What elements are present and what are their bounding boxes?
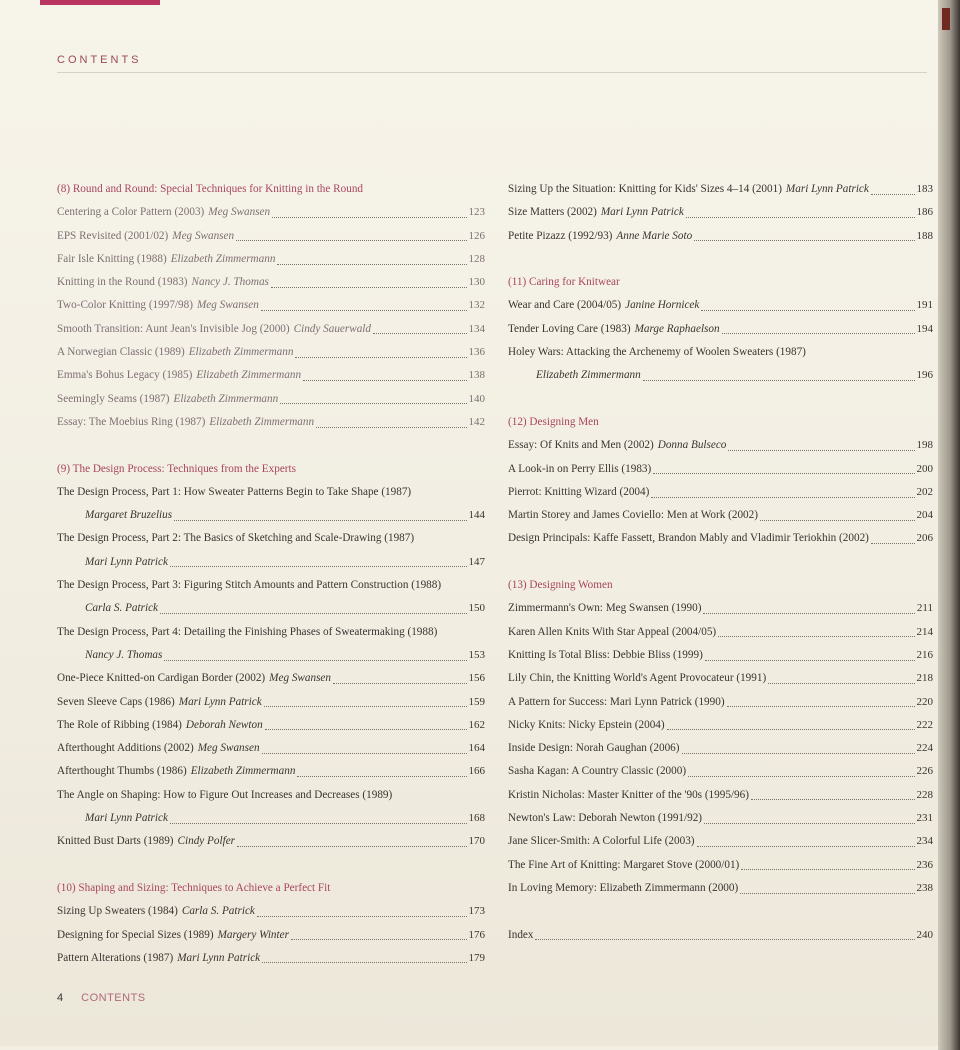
toc-entry-title: Sasha Kagan: A Country Classic (2000)	[508, 765, 687, 778]
dot-leader	[291, 938, 467, 940]
toc-entry[interactable]	[508, 318, 933, 341]
toc-entry-page-number: 150	[468, 602, 485, 615]
toc-entry[interactable]	[508, 621, 933, 644]
toc-entry[interactable]	[508, 830, 933, 853]
toc-entry-page-number: 168	[468, 812, 485, 825]
toc-entry-page-number: 179	[468, 951, 485, 964]
dot-leader	[264, 705, 467, 707]
toc-entry-author: Mari Lynn Patrick	[85, 555, 168, 568]
toc-entry[interactable]	[508, 760, 933, 783]
book-spine	[938, 0, 960, 1050]
toc-entry-author: Nancy J. Thomas	[191, 276, 269, 289]
toc-entry-author: Marge Raphaelson	[634, 322, 720, 335]
toc-entry-title: Karen Allen Knits With Star Appeal (2004/05)	[508, 625, 717, 638]
dot-leader	[261, 309, 467, 311]
dot-leader	[682, 752, 915, 754]
dot-leader	[271, 286, 467, 288]
dot-leader	[722, 332, 915, 334]
toc-entry[interactable]	[57, 924, 485, 947]
section-spacer	[508, 248, 933, 271]
toc-entry-title: The Role of Ribbing (1984)	[57, 718, 182, 731]
toc-entry[interactable]	[57, 644, 485, 667]
toc-entry[interactable]	[508, 504, 933, 527]
toc-entry-page-number: 186	[916, 206, 933, 219]
section-spacer	[508, 900, 933, 923]
toc-entry-page-number: 156	[468, 672, 485, 685]
dot-leader	[727, 705, 915, 707]
toc-entry[interactable]	[57, 737, 485, 760]
dot-leader	[653, 472, 914, 474]
toc-entry-title: Centering a Color Pattern (2003)	[57, 206, 205, 219]
toc-entry-page-number: 238	[916, 881, 933, 894]
dot-leader	[667, 728, 915, 730]
dot-leader	[303, 379, 466, 381]
dot-leader	[257, 915, 467, 917]
toc-entry-author: Mari Lynn Patrick	[785, 183, 869, 195]
toc-entry[interactable]	[508, 807, 933, 830]
toc-entry-page-number: 214	[916, 625, 933, 638]
toc-entry-title: Emma's Bohus Legacy (1985)	[57, 369, 193, 382]
toc-entry-author: Elizabeth Zimmermann	[536, 369, 641, 382]
toc-entry-title: Size Matters (2002)	[508, 206, 597, 219]
toc-entry-title: The Fine Art of Knitting: Margaret Stove (2000/01)	[508, 858, 740, 871]
toc-entry-page-number: 130	[468, 276, 485, 289]
toc-entry[interactable]	[57, 271, 485, 294]
toc-entry[interactable]	[57, 504, 485, 527]
toc-entry-title: Essay: Of Knits and Men (2002)	[508, 439, 654, 452]
toc-entry[interactable]	[508, 924, 933, 947]
toc-entry-page-number: 134	[468, 322, 485, 335]
toc-entry-title: Two-Color Knitting (1997/98)	[57, 299, 193, 312]
toc-entry-title-line[interactable]: The Design Process, Part 1: How Sweater Patterns Begin to Take Shape (1987)	[57, 485, 412, 498]
toc-entry[interactable]	[57, 551, 485, 574]
toc-entry-page-number: 194	[916, 322, 933, 335]
page-footer	[57, 992, 146, 1004]
bookmark-ribbon	[40, 0, 160, 5]
dot-leader	[701, 309, 914, 311]
section-heading: (12) Designing Men	[508, 415, 599, 428]
toc-entry-author: Meg Swansen	[196, 299, 259, 312]
toc-entry-page-number: 170	[468, 835, 485, 848]
toc-entry-page-number: 218	[916, 672, 933, 685]
toc-entry-page-number: 183	[916, 183, 933, 195]
toc-entry[interactable]	[508, 854, 933, 877]
toc-entry-title: Wear and Care (2004/05)	[508, 299, 622, 312]
toc-entry-author: Anne Marie Soto	[616, 229, 693, 242]
toc-entry-page-number: 204	[916, 509, 933, 522]
toc-entry-author: Elizabeth Zimmermann	[188, 346, 294, 359]
toc-entry[interactable]	[508, 644, 933, 667]
dot-leader	[280, 402, 466, 404]
toc-entry-title: Martin Storey and James Coviello: Men at Work (2002)	[508, 509, 758, 522]
dot-leader	[651, 496, 914, 498]
toc-entry-author: Cindy Polfer	[177, 835, 236, 848]
toc-entry-title-line[interactable]: Holey Wars: Attacking the Archenemy of Woolen Sweaters (1987)	[508, 346, 806, 359]
toc-entry-page-number: 202	[916, 485, 933, 498]
toc-entry-title: Inside Design: Norah Gaughan (2006)	[508, 742, 680, 755]
toc-entry[interactable]	[508, 714, 933, 737]
toc-entry[interactable]	[57, 225, 485, 248]
toc-entry-page-number: 142	[468, 415, 485, 428]
toc-entry-title: Petite Pizazz (1992/93)	[508, 229, 613, 242]
contents-column-right	[508, 178, 933, 947]
toc-entry-page-number: 188	[916, 229, 933, 242]
dot-leader	[262, 752, 467, 754]
toc-entry-page-number: 173	[468, 905, 485, 918]
toc-entry-title-line[interactable]: The Design Process, Part 4: Detailing the Finishing Phases of Sweatermaking (1988)	[57, 625, 438, 638]
toc-entry-author: Mari Lynn Patrick	[178, 695, 262, 708]
toc-entry[interactable]	[57, 294, 485, 317]
dot-leader	[295, 356, 466, 358]
toc-entry[interactable]	[57, 248, 485, 271]
header-divider	[57, 72, 927, 73]
toc-entry-author: Mari Lynn Patrick	[177, 951, 261, 964]
toc-entry-title: Nicky Knits: Nicky Epstein (2004)	[508, 718, 665, 731]
dot-leader	[871, 193, 915, 195]
dot-leader	[686, 216, 915, 218]
toc-entry[interactable]	[57, 201, 485, 224]
toc-entry[interactable]	[508, 597, 933, 620]
dot-leader	[277, 263, 466, 265]
toc-entry[interactable]	[508, 481, 933, 504]
toc-entry-author: Meg Swansen	[197, 742, 260, 755]
toc-entry-title: Newton's Law: Deborah Newton (1991/92)	[508, 812, 703, 825]
toc-entry[interactable]	[508, 201, 933, 224]
toc-entry-author: Carla S. Patrick	[181, 905, 255, 918]
toc-entry-page-number: 164	[468, 742, 485, 755]
toc-entry-page-number: 200	[916, 462, 933, 475]
toc-entry-author: Deborah Newton	[185, 718, 263, 731]
toc-entry-title-line[interactable]: The Design Process, Part 3: Figuring Stitch Amounts and Pattern Construction (1988)	[57, 579, 442, 592]
toc-entry[interactable]	[508, 527, 933, 550]
toc-entry[interactable]	[508, 691, 933, 714]
toc-entry-page-number: 226	[916, 765, 933, 778]
toc-entry-title: Jane Slicer-Smith: A Colorful Life (2003)	[508, 835, 695, 848]
toc-entry-title: Knitting Is Total Bliss: Debbie Bliss (1999)	[508, 648, 703, 661]
dot-leader	[703, 612, 914, 614]
section-heading: (11) Caring for Knitwear	[508, 276, 620, 289]
toc-entry-page-number: 166	[468, 765, 485, 778]
dot-leader	[871, 542, 915, 544]
section-spacer	[508, 388, 933, 411]
toc-entry-author: Nancy J. Thomas	[85, 648, 163, 661]
toc-entry[interactable]	[508, 178, 933, 201]
dot-leader	[170, 822, 467, 824]
toc-entry-title: EPS Revisited (2001/02)	[57, 229, 169, 242]
toc-entry-page-number: 162	[468, 718, 485, 731]
toc-entry[interactable]	[508, 784, 933, 807]
toc-entry-page-number: 147	[468, 555, 485, 568]
toc-entry-author: Janine Hornicek	[625, 299, 700, 312]
dot-leader	[272, 216, 466, 218]
toc-entry-author: Meg Swansen	[208, 206, 271, 219]
toc-entry[interactable]	[508, 434, 933, 457]
toc-entry[interactable]	[57, 411, 485, 434]
toc-entry-page-number: 240	[916, 928, 933, 941]
dot-leader	[170, 565, 467, 567]
dot-leader	[694, 239, 914, 241]
toc-entry-title: A Look-in on Perry Ellis (1983)	[508, 462, 652, 475]
contents-column-left	[57, 178, 485, 970]
toc-entry-title: Tender Loving Care (1983)	[508, 322, 631, 335]
section-heading: (8) Round and Round: Special Techniques for Knitting in the Round	[57, 183, 364, 195]
toc-entry-page-number: 123	[468, 206, 485, 219]
toc-entry-page-number: 136	[468, 346, 485, 359]
toc-entry-title: Pierrot: Knitting Wizard (2004)	[508, 485, 650, 498]
toc-entry-title: One-Piece Knitted-on Cardigan Border (2002)	[57, 672, 266, 685]
toc-entry-title: Designing for Special Sizes (1989)	[57, 928, 214, 941]
toc-entry-page-number: 216	[916, 648, 933, 661]
dot-leader	[236, 239, 466, 241]
toc-entry-title: Knitting in the Round (1983)	[57, 276, 188, 289]
toc-entry-author: Elizabeth Zimmermann	[196, 369, 302, 382]
dot-leader	[333, 682, 467, 684]
toc-entry-title: Kristin Nicholas: Master Knitter of the '90s (1995/96)	[508, 788, 749, 801]
toc-entry[interactable]	[57, 830, 485, 853]
dot-leader	[760, 519, 915, 521]
toc-entry-author: Cindy Sauerwald	[293, 322, 372, 335]
toc-entry-title: Knitted Bust Darts (1989)	[57, 835, 174, 848]
section-spacer	[57, 434, 485, 457]
toc-entry[interactable]	[57, 900, 485, 923]
page-header-title: CONTENTS	[57, 54, 142, 66]
toc-entry-title: Afterthought Thumbs (1986)	[57, 765, 187, 778]
dot-leader	[316, 426, 466, 428]
toc-entry[interactable]	[57, 947, 485, 970]
toc-entry-page-number: 132	[468, 299, 485, 312]
toc-entry-title: Pattern Alterations (1987)	[57, 951, 174, 964]
toc-entry-title: Lily Chin, the Knitting World's Agent Provocateur (1991)	[508, 672, 767, 685]
toc-entry[interactable]	[57, 364, 485, 387]
section-heading: (13) Designing Women	[508, 579, 613, 592]
toc-entry-author: Margaret Bruzelius	[85, 509, 173, 522]
toc-entry-page-number: 128	[468, 252, 485, 265]
toc-entry-page-number: 206	[916, 532, 933, 545]
toc-entry[interactable]	[57, 691, 485, 714]
toc-entry-page-number: 211	[916, 602, 933, 615]
dot-leader	[373, 332, 466, 334]
toc-entry-page-number: 140	[468, 392, 485, 405]
toc-entry-page-number: 231	[916, 812, 933, 825]
toc-entry[interactable]	[57, 318, 485, 341]
toc-entry-author: Elizabeth Zimmermann	[190, 765, 296, 778]
toc-entry-page-number: 222	[916, 718, 933, 731]
toc-entry-page-number: 220	[916, 695, 933, 708]
dot-leader	[704, 822, 914, 824]
toc-entry[interactable]	[57, 597, 485, 620]
toc-entry[interactable]	[57, 760, 485, 783]
toc-entry-author: Elizabeth Zimmermann	[170, 252, 276, 265]
dot-leader	[262, 961, 466, 963]
dot-leader	[535, 938, 914, 940]
toc-entry-author: Meg Swansen	[172, 229, 235, 242]
toc-entry-title: Sizing Up the Situation: Knitting for Kids' Sizes 4–14 (2001)	[508, 183, 782, 195]
toc-entry-page-number: 191	[916, 299, 933, 312]
toc-entry-title: Design Principals: Kaffe Fassett, Brandon Mably and Vladimir Teriokhin (2002)	[508, 532, 869, 545]
toc-entry[interactable]	[508, 667, 933, 690]
toc-entry-author: Carla S. Patrick	[85, 602, 159, 615]
toc-entry[interactable]	[57, 807, 485, 830]
toc-entry-title: Seven Sleeve Caps (1986)	[57, 695, 175, 708]
toc-entry-title: In Loving Memory: Elizabeth Zimmermann (2000)	[508, 881, 739, 894]
toc-entry[interactable]	[508, 364, 933, 387]
toc-entry[interactable]	[57, 667, 485, 690]
toc-entry[interactable]	[508, 294, 933, 317]
section-spacer	[57, 854, 485, 877]
toc-entry-page-number: 144	[468, 509, 485, 522]
dot-leader	[237, 845, 466, 847]
footer-page-number: 4	[57, 992, 64, 1004]
toc-entry-author: Meg Swansen	[269, 672, 331, 685]
toc-entry-page-number: 159	[468, 695, 485, 708]
toc-entry-author: Donna Bulseco	[657, 439, 727, 452]
toc-entry[interactable]	[508, 877, 933, 900]
dot-leader	[697, 845, 915, 847]
dot-leader	[751, 798, 915, 800]
toc-entry-title: Sizing Up Sweaters (1984)	[57, 905, 178, 918]
toc-entry[interactable]	[57, 714, 485, 737]
dot-leader	[768, 682, 914, 684]
toc-entry-page-number: 176	[468, 928, 485, 941]
toc-entry-author: Margery Winter	[217, 928, 289, 941]
dot-leader	[265, 728, 467, 730]
toc-entry-page-number: 224	[916, 742, 933, 755]
section-heading: (10) Shaping and Sizing: Techniques to Achieve a Perfect Fit	[57, 881, 331, 894]
toc-entry-title: Smooth Transition: Aunt Jean's Invisible Jog (2000)	[57, 322, 290, 335]
toc-entry-author: Elizabeth Zimmermann	[209, 415, 315, 428]
toc-entry-page-number: 138	[468, 369, 485, 382]
toc-entry-page-number: 126	[468, 229, 485, 242]
toc-entry-title: Essay: The Moebius Ring (1987)	[57, 415, 206, 428]
footer-label: CONTENTS	[81, 992, 146, 1004]
toc-entry-page-number: 196	[916, 369, 933, 382]
toc-entry-author: Mari Lynn Patrick	[600, 206, 684, 219]
toc-entry-title: Seemingly Seams (1987)	[57, 392, 170, 405]
dot-leader	[297, 775, 466, 777]
toc-entry-author: Mari Lynn Patrick	[85, 812, 168, 825]
dot-leader	[718, 635, 914, 637]
toc-entry-title-line[interactable]: The Angle on Shaping: How to Figure Out Increases and Decreases (1989)	[57, 788, 393, 801]
toc-entry-title: Afterthought Additions (2002)	[57, 742, 194, 755]
dot-leader	[741, 868, 914, 870]
toc-entry-page-number: 153	[468, 648, 485, 661]
toc-entry[interactable]	[508, 225, 933, 248]
toc-entry-title: Fair Isle Knitting (1988)	[57, 252, 167, 265]
toc-entry-page-number: 234	[916, 835, 933, 848]
dot-leader	[643, 379, 915, 381]
dot-leader	[688, 775, 914, 777]
toc-entry-title: Index	[508, 928, 534, 941]
dot-leader	[705, 659, 915, 661]
toc-entry-title: Zimmermann's Own: Meg Swansen (1990)	[508, 602, 702, 615]
section-spacer	[508, 551, 933, 574]
dot-leader	[740, 892, 914, 894]
dot-leader	[164, 659, 466, 661]
toc-entry-title: A Pattern for Success: Mari Lynn Patrick (1990)	[508, 695, 725, 708]
section-heading: (9) The Design Process: Techniques from the Experts	[57, 462, 296, 475]
toc-entry-title-line[interactable]: The Design Process, Part 2: The Basics of Sketching and Scale-Drawing (1987)	[57, 532, 415, 545]
toc-entry[interactable]	[508, 737, 933, 760]
toc-entry-page-number: 228	[916, 788, 933, 801]
dot-leader	[174, 519, 466, 521]
toc-entry[interactable]	[508, 458, 933, 481]
dot-leader	[160, 612, 466, 614]
dot-leader	[728, 449, 914, 451]
toc-entry[interactable]	[57, 341, 485, 364]
toc-entry[interactable]	[57, 388, 485, 411]
toc-entry-author: Elizabeth Zimmermann	[173, 392, 279, 405]
toc-entry-title: A Norwegian Classic (1989)	[57, 346, 185, 359]
page-corner-tab	[942, 8, 950, 30]
toc-entry-page-number: 198	[916, 439, 933, 452]
toc-entry-page-number: 236	[916, 858, 933, 871]
